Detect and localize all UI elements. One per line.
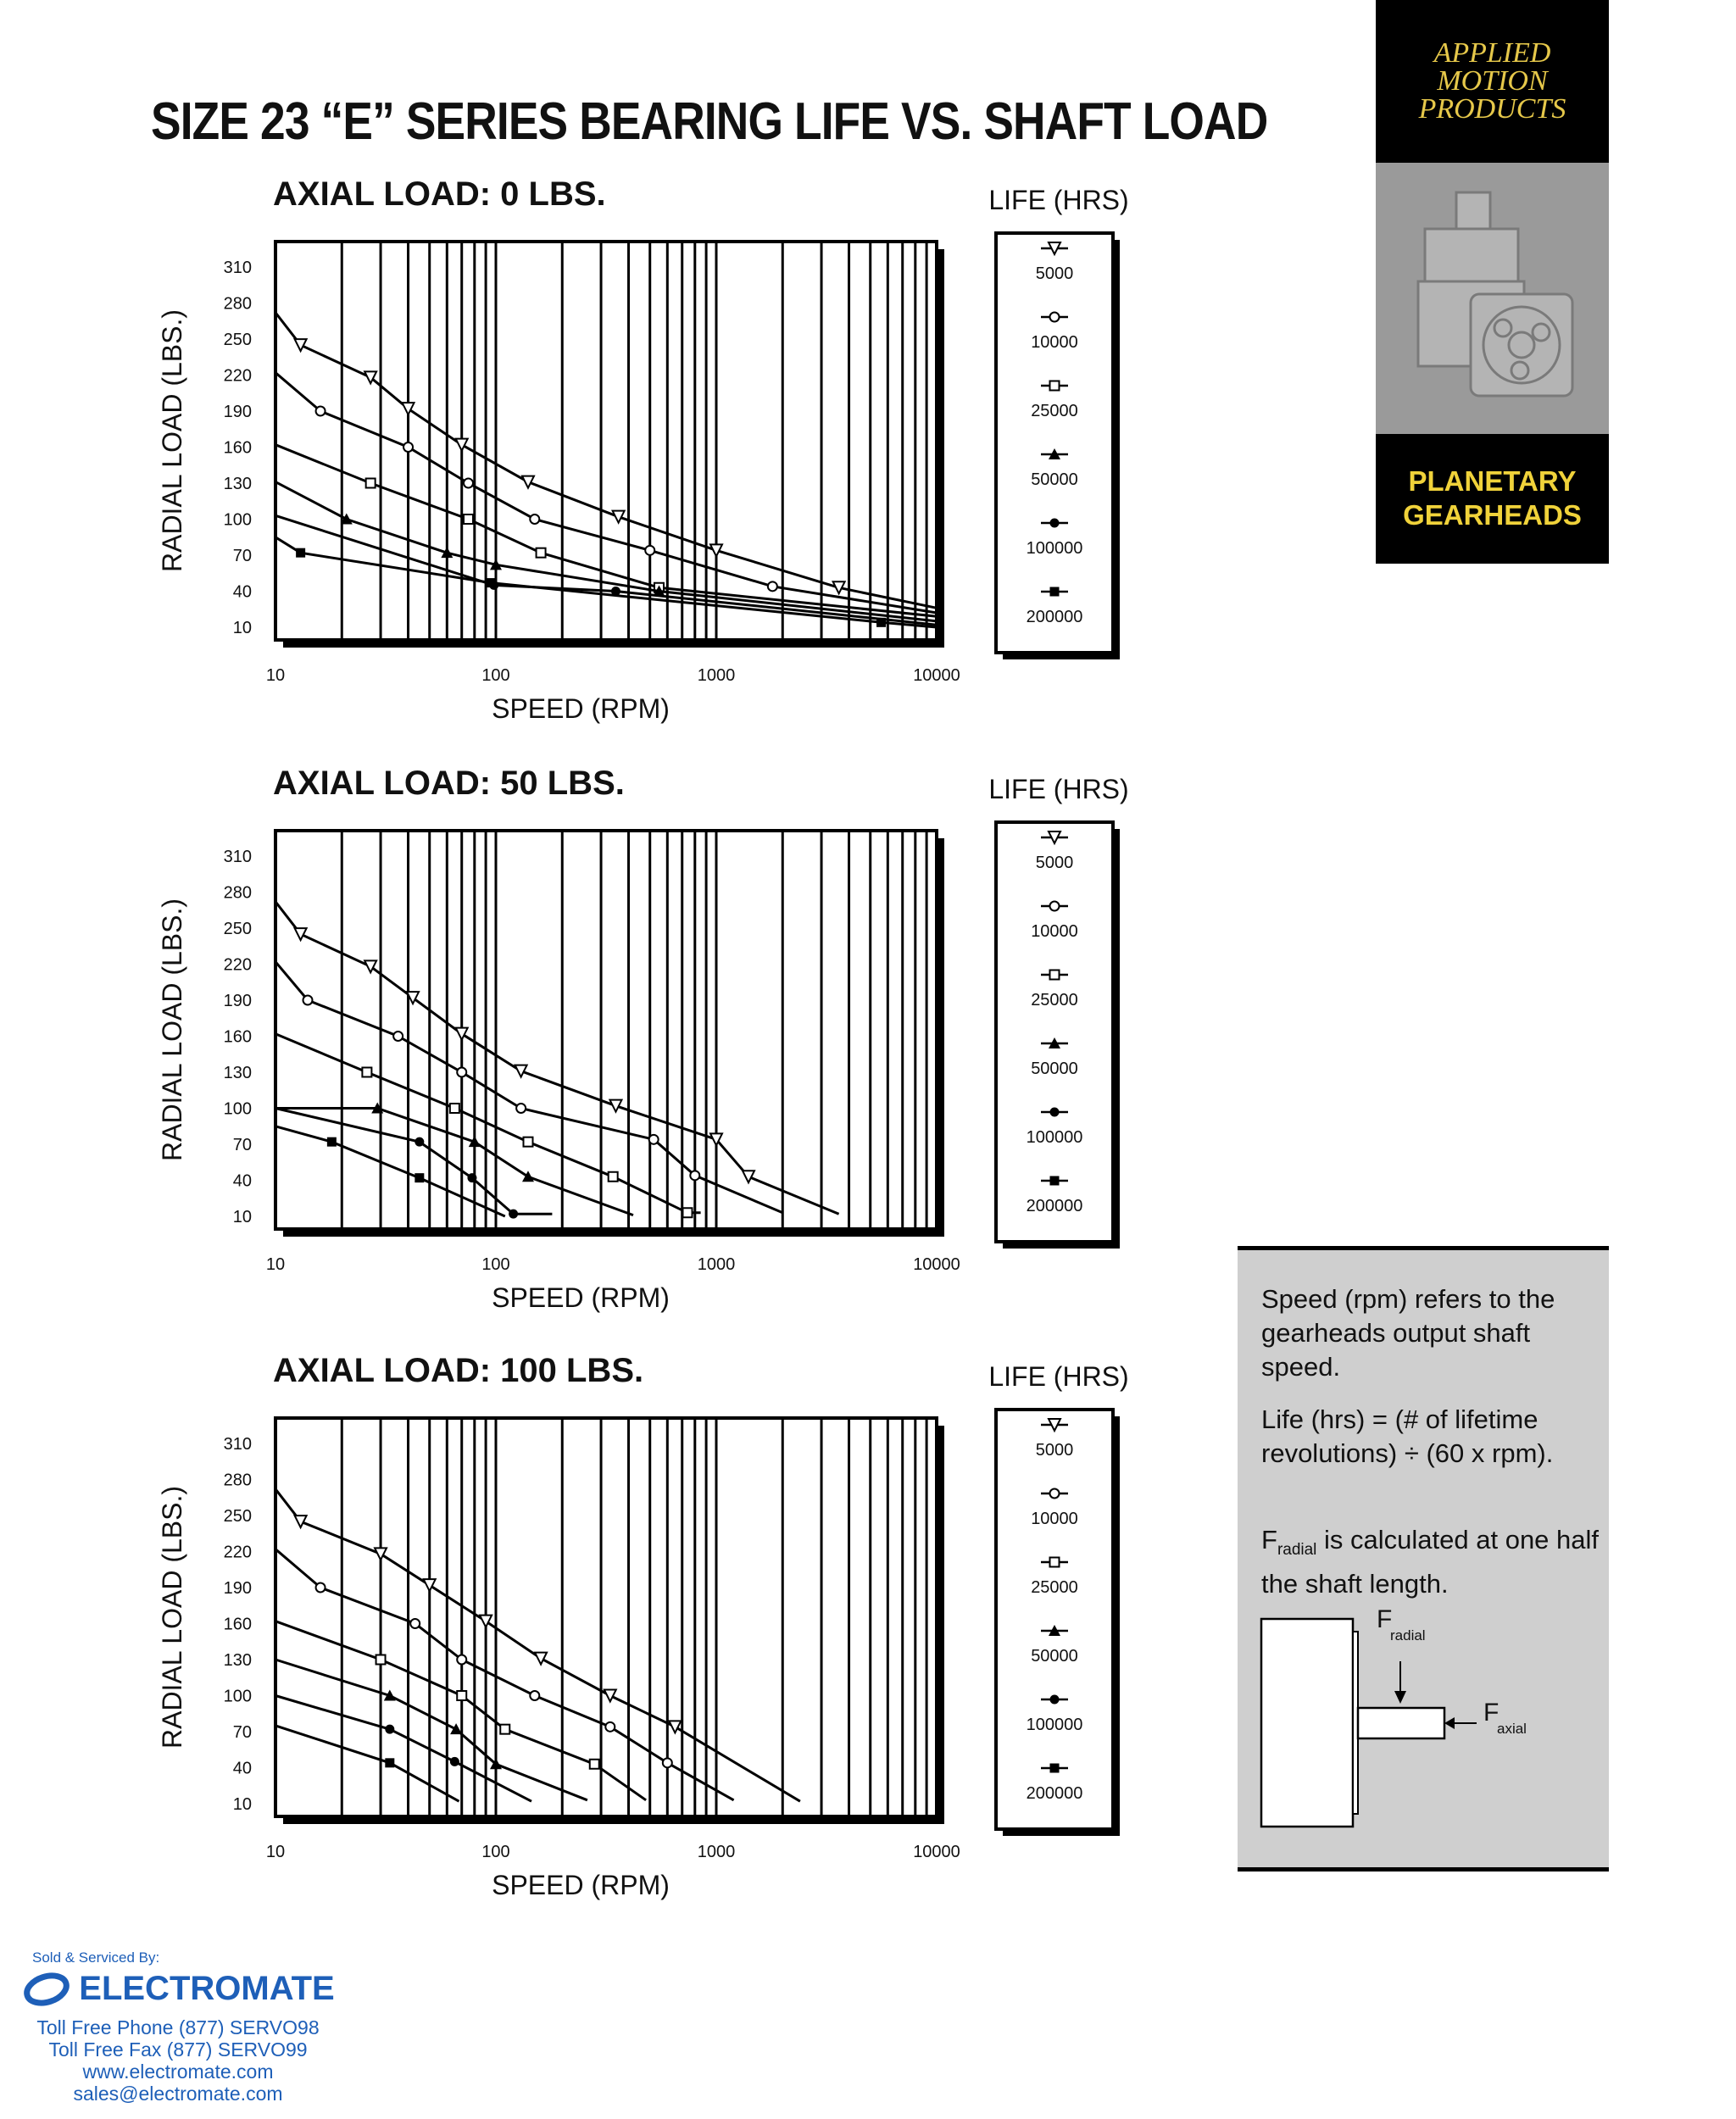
legend-label: 5000 <box>1035 854 1074 872</box>
y-tick-label: 220 <box>223 366 252 386</box>
data-point <box>523 1137 532 1147</box>
x-tick-label: 1000 <box>697 1255 736 1274</box>
legend-marker <box>1050 1558 1060 1567</box>
y-tick-label: 100 <box>223 1099 252 1119</box>
legend-marker <box>1050 1489 1060 1499</box>
legend-marker <box>1050 971 1060 980</box>
data-point <box>316 1583 326 1593</box>
legend-marker <box>1050 381 1060 391</box>
diagram-axial-label: F <box>1483 1699 1500 1727</box>
x-tick-label: 10 <box>265 1255 286 1274</box>
data-point <box>649 1135 659 1144</box>
legend-label: 100000 <box>1026 1716 1083 1734</box>
y-tick-label: 250 <box>223 1507 252 1526</box>
legend-label: 50000 <box>1031 1647 1078 1666</box>
y-tick-label: 10 <box>232 1795 252 1814</box>
data-point <box>450 1104 459 1113</box>
legend-label: 10000 <box>1031 922 1078 941</box>
gearhead-product-image <box>1376 163 1609 434</box>
y-tick-label: 280 <box>223 883 252 903</box>
data-point <box>464 514 473 524</box>
data-point <box>385 1758 394 1767</box>
y-tick-label: 280 <box>223 294 252 314</box>
company-name: ELECTROMATE <box>79 1970 335 2007</box>
y-tick-label: 310 <box>223 1435 252 1454</box>
data-point <box>415 1137 424 1147</box>
section-line: PLANETARY <box>1408 465 1577 497</box>
legend-label: 200000 <box>1026 608 1083 626</box>
fradial-symbol: F <box>1261 1525 1277 1554</box>
life-note: Life (hrs) = (# of lifetime revolutions) ÷ (60 x rpm). <box>1261 1404 1554 1468</box>
fradial-subscript: radial <box>1277 1541 1317 1560</box>
x-tick-label: 10 <box>265 666 286 685</box>
y-tick-label: 10 <box>232 1208 252 1226</box>
speed-note: Speed (rpm) refers to the gearheads output shaft speed. <box>1261 1284 1555 1382</box>
legend-title: LIFE (HRS) <box>988 774 1129 804</box>
data-point <box>530 1691 539 1700</box>
legend-label: 50000 <box>1031 470 1078 489</box>
x-tick-label: 100 <box>481 1255 510 1274</box>
legend-label: 50000 <box>1031 1060 1078 1078</box>
y-axis-label: RADIAL LOAD (LBS.) <box>157 309 187 573</box>
x-tick-label: 1000 <box>697 666 736 685</box>
data-point <box>609 1172 618 1182</box>
x-axis-label: SPEED (RPM) <box>492 1870 670 1900</box>
chart-title: AXIAL LOAD: 50 LBS. <box>273 765 625 802</box>
y-tick-label: 160 <box>223 1615 252 1634</box>
y-tick-label: 160 <box>223 1027 252 1047</box>
legend-label: 5000 <box>1035 1441 1074 1460</box>
notes-panel <box>1238 1246 1609 1872</box>
y-tick-label: 130 <box>223 1651 252 1670</box>
brand-line: APPLIED <box>1433 37 1551 69</box>
data-point <box>457 1691 466 1700</box>
data-point <box>393 1032 403 1041</box>
legend-label: 5000 <box>1035 264 1074 283</box>
y-tick-label: 310 <box>223 848 252 866</box>
y-tick-label: 40 <box>232 582 252 602</box>
y-tick-label: 10 <box>232 619 252 637</box>
y-tick-label: 100 <box>223 1687 252 1706</box>
data-point <box>385 1725 394 1734</box>
y-tick-label: 130 <box>223 475 252 493</box>
diagram-radial-sub: radial <box>1390 1627 1426 1643</box>
company-logo <box>0 1970 356 2008</box>
page-title: SIZE 23 “E” SERIES BEARING LIFE VS. SHAFT LOAD <box>151 92 1268 151</box>
legend-label: 25000 <box>1031 1578 1078 1597</box>
data-point <box>509 1210 518 1219</box>
y-tick-label: 100 <box>223 510 252 530</box>
data-point <box>530 514 539 524</box>
data-point <box>876 618 886 627</box>
data-point <box>768 581 777 591</box>
x-axis-label: SPEED (RPM) <box>492 693 670 724</box>
footer-fax: Toll Free Fax (877) SERVO99 <box>48 2038 308 2061</box>
fradial-text: is calculated at one half the shaft length. <box>1261 1525 1600 1599</box>
legend-marker <box>1050 1764 1060 1773</box>
y-tick-label: 40 <box>232 1759 252 1778</box>
legend-marker <box>1050 1176 1060 1186</box>
footer-email[interactable]: sales@electromate.com <box>73 2083 283 2105</box>
chart-title: AXIAL LOAD: 100 LBS. <box>273 1352 644 1389</box>
y-tick-label: 220 <box>223 955 252 975</box>
data-point <box>366 479 376 488</box>
data-point <box>467 1173 476 1182</box>
diagram-radial-label: F <box>1377 1605 1393 1633</box>
data-point <box>450 1757 459 1766</box>
legend-marker <box>1050 587 1060 597</box>
y-tick-label: 220 <box>223 1543 252 1562</box>
y-axis-label: RADIAL LOAD (LBS.) <box>157 898 187 1162</box>
chart-title: AXIAL LOAD: 0 LBS. <box>273 175 606 213</box>
legend-label: 100000 <box>1026 1128 1083 1147</box>
legend-label: 25000 <box>1031 991 1078 1009</box>
fradial-note <box>1261 1523 1600 1601</box>
data-point <box>500 1725 509 1734</box>
y-tick-label: 70 <box>232 547 252 565</box>
diagram-axial-sub: axial <box>1497 1721 1527 1737</box>
x-axis-label: SPEED (RPM) <box>492 1282 670 1313</box>
y-tick-label: 70 <box>232 1723 252 1742</box>
chart-axial-50 <box>0 759 1153 1326</box>
data-point <box>457 1068 466 1077</box>
data-point <box>663 1758 672 1767</box>
x-tick-label: 10000 <box>913 1255 960 1274</box>
legend-marker <box>1050 1108 1060 1117</box>
data-point <box>410 1619 420 1628</box>
data-point <box>683 1208 693 1217</box>
data-point <box>464 479 473 488</box>
y-tick-label: 250 <box>223 331 252 349</box>
section-label <box>1376 464 1609 532</box>
x-tick-label: 10 <box>265 1843 286 1861</box>
sold-by: Sold & Serviced By: <box>32 1949 160 1966</box>
y-tick-label: 310 <box>223 259 252 277</box>
legend-label: 200000 <box>1026 1784 1083 1803</box>
data-point <box>690 1171 699 1180</box>
y-tick-label: 280 <box>223 1471 252 1490</box>
electromate-swoosh-icon <box>21 1971 72 2008</box>
data-point <box>316 407 326 416</box>
chart-axial-0 <box>0 170 1153 737</box>
footer-web[interactable]: www.electromate.com <box>82 2061 274 2083</box>
x-tick-label: 100 <box>481 666 510 685</box>
data-point <box>537 548 546 558</box>
legend-title: LIFE (HRS) <box>988 185 1129 215</box>
y-tick-label: 70 <box>232 1136 252 1154</box>
legend-label: 25000 <box>1031 402 1078 420</box>
brand-logo-text <box>1376 39 1609 123</box>
x-tick-label: 10000 <box>913 1843 960 1861</box>
plot-frame <box>275 242 937 640</box>
data-point <box>296 548 305 558</box>
brand-line: MOTION <box>1437 65 1548 97</box>
y-tick-label: 40 <box>232 1171 252 1191</box>
shaft-load-diagram <box>1238 1598 1609 1860</box>
legend-label: 10000 <box>1031 333 1078 352</box>
y-axis-label: RADIAL LOAD (LBS.) <box>157 1485 187 1749</box>
chart-axial-100 <box>0 1346 1153 1914</box>
legend-label: 200000 <box>1026 1197 1083 1215</box>
legend-marker <box>1050 902 1060 911</box>
data-point <box>516 1104 526 1113</box>
x-tick-label: 100 <box>481 1843 510 1861</box>
data-point <box>645 546 654 555</box>
data-point <box>415 1173 424 1182</box>
y-tick-label: 250 <box>223 920 252 938</box>
legend-label: 100000 <box>1026 539 1083 558</box>
brand-line: PRODUCTS <box>1418 93 1566 125</box>
y-tick-label: 130 <box>223 1064 252 1082</box>
plot-frame <box>275 831 937 1229</box>
legend-marker <box>1050 519 1060 528</box>
x-tick-label: 10000 <box>913 666 960 685</box>
data-point <box>303 996 312 1005</box>
y-tick-label: 160 <box>223 438 252 458</box>
data-point <box>327 1137 337 1147</box>
y-tick-label: 190 <box>223 403 252 421</box>
footer <box>0 1949 356 2105</box>
footer-phone: Toll Free Phone (877) SERVO98 <box>36 2016 320 2038</box>
data-point <box>487 578 496 587</box>
data-point <box>376 1655 386 1665</box>
section-line: GEARHEADS <box>1403 499 1582 531</box>
data-point <box>457 1655 466 1665</box>
y-tick-label: 190 <box>223 1579 252 1598</box>
legend-marker <box>1050 313 1060 322</box>
legend-marker <box>1050 1695 1060 1705</box>
data-point <box>403 442 413 452</box>
x-tick-label: 1000 <box>697 1843 736 1861</box>
legend-title: LIFE (HRS) <box>988 1361 1129 1392</box>
y-tick-label: 190 <box>223 992 252 1010</box>
legend-label: 10000 <box>1031 1510 1078 1528</box>
data-point <box>590 1760 599 1769</box>
data-point <box>605 1722 615 1732</box>
data-point <box>362 1068 371 1077</box>
